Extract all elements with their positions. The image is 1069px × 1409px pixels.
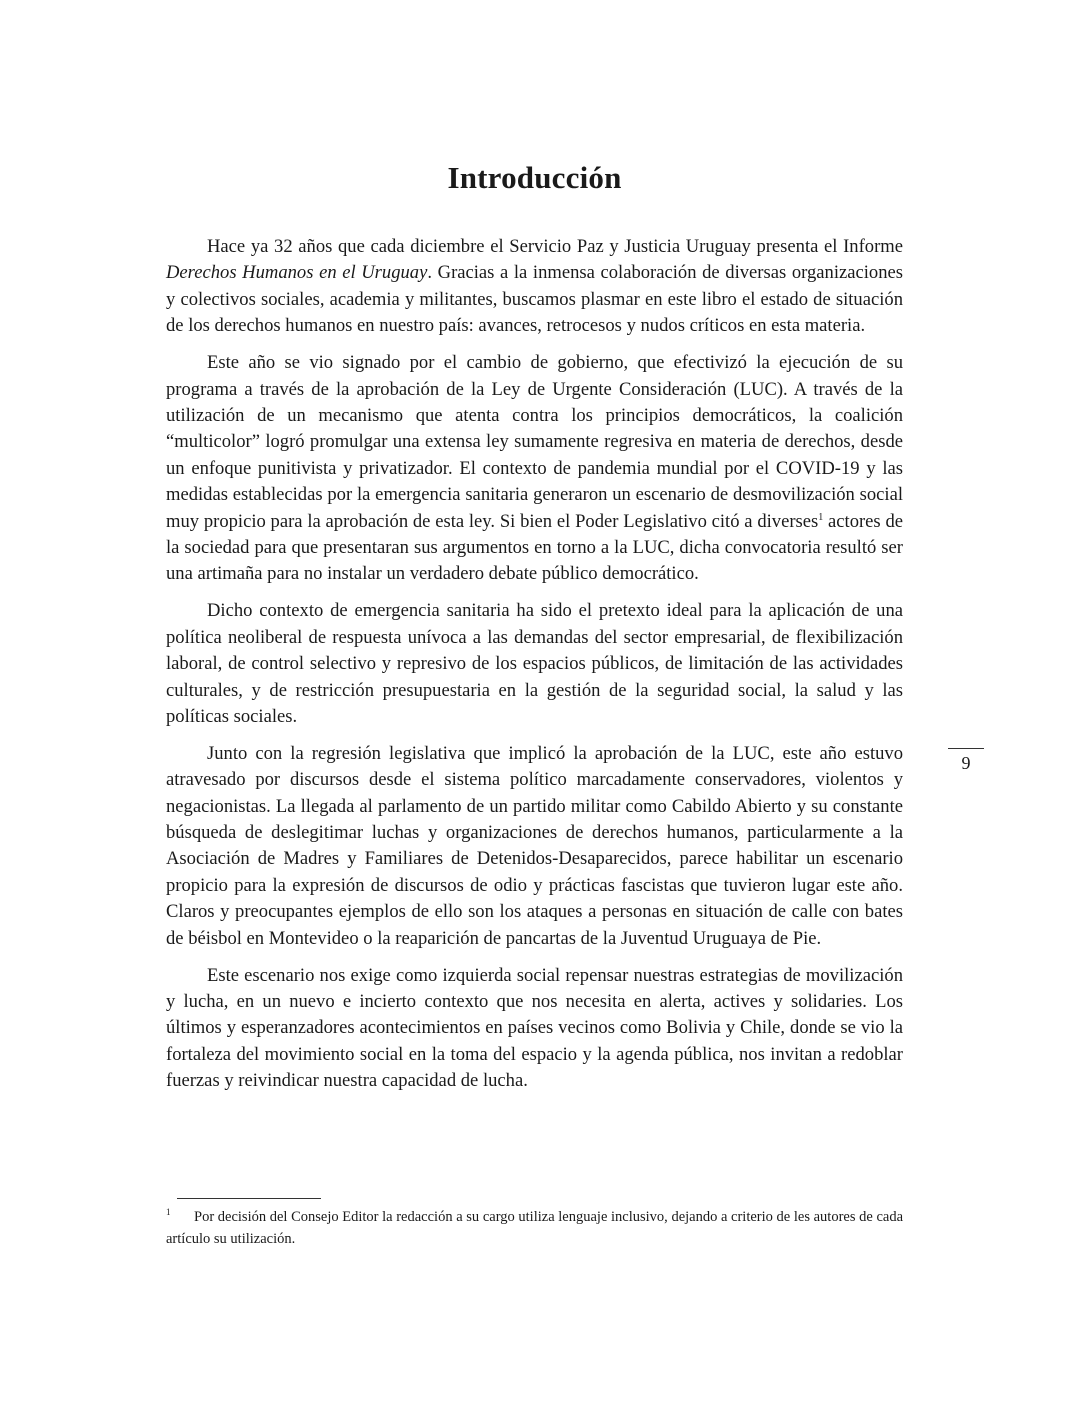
- text-segment: Junto con la regresión legislativa que implicó la aprobación de la LUC, este año estuvo atravesado por discursos desde el sistema político marcadamente conservadores, violentos y negacionistas. La llegada al parlamento de un partido militar como Cabildo Abierto y su constante búsqueda de deslegitimar luchas y organizaciones de derechos humanos, particularmente a la Asociación de Madres y Familiares de Detenidos-Desaparecidos, parece habilitar un escenario propicio para la expresión de discursos de odio y prácticas fascistas que tuvieron lugar este año. Claros y preocupantes ejemplos de ello son los ataques a personas en situación de calle con bates de béisbol en Montevideo o la reaparición de pancartas de la Juventud Uruguaya de Pie.: [166, 742, 903, 949]
- italic-text: Derechos Humanos en el Uruguay: [166, 262, 428, 284]
- footnote: 1 Por decisión del Consejo Editor la redacción a su cargo utiliza lenguaje inclusivo, dejando a criterio de les autores de cada artículo su utilización.: [166, 1207, 903, 1247]
- text-segment: . Gracias a la inmensa colaboración de diversas organizaciones y colectivos sociales, academia y militantes, buscamos plasmar en este libro el estado de situación de los derechos humanos en nuestro país: avances, retrocesos y nudos críticos en esta materia.: [166, 262, 904, 337]
- paragraph: [166, 234, 903, 340]
- text-segment: actores de la sociedad para que presentaran sus argumentos en torno a la LUC, dicha convocatoria resultó ser una artimaña para no instalar un verdadero debate público democrático.: [166, 510, 903, 585]
- paragraph: [166, 350, 903, 588]
- footnote-reference: 1: [818, 511, 824, 523]
- footnote-text: Por decisión del Consejo Editor la redacción a su cargo utiliza lenguaje inclusivo, dejando a criterio de les autores de cada artículo su utilización.: [166, 1209, 903, 1247]
- text-segment: Dicho contexto de emergencia sanitaria ha sido el pretexto ideal para la aplicación de una política neoliberal de respuesta unívoca a las demandas del sector empresarial, de flexibilización laboral, de control selectivo y represivo de los espacios públicos, de limitación de las actividades culturales, y de restricción presupuestaria en la gestión de la seguridad social, la salud y las políticas sociales.: [166, 600, 903, 727]
- paragraph: [166, 963, 903, 1095]
- text-segment: Hace ya 32 años que cada diciembre el Servicio Paz y Justicia Uruguay presenta el Informe: [207, 236, 903, 257]
- paragraph: [166, 598, 903, 730]
- paragraph: [166, 741, 903, 952]
- footnote-divider: [177, 1198, 321, 1199]
- body-text: [166, 234, 903, 1105]
- page-number-rule: [948, 748, 984, 749]
- page-title: Introducción: [447, 160, 622, 195]
- text-segment: Este escenario nos exige como izquierda social repensar nuestras estrategias de movilización y lucha, en un nuevo e incierto contexto que nos necesita en alerta, actives y solidaries. Los últimos y esperanzadores acontecimientos en países vecinos como Bolivia y Chile, donde se vio la fortaleza del movimiento social en la toma del espacio y la agenda pública, nos invitan a redoblar fuerzas y reivindicar nuestra capacidad de lucha.: [166, 964, 903, 1092]
- text-segment: Este año se vio signado por el cambio de gobierno, que efectivizó la ejecución de su programa a través de la aprobación de la Ley de Urgente Consideración (LUC). A través de la utilización de un mecanismo que atenta contra los principios democráticos, la coalición “multicolor” logró promulgar una extensa ley sumamente regresiva en materia de derechos, desde un enfoque punitivista y privatizador. El contexto de pandemia mundial por el COVID-19 y las medidas establecidas por la emergencia sanitaria generaron un escenario de desmovilización social muy propicio para la aprobación de esta ley. Si bien el Poder Legislativo citó a diverses: [166, 352, 903, 532]
- page-number: 9: [961, 753, 971, 773]
